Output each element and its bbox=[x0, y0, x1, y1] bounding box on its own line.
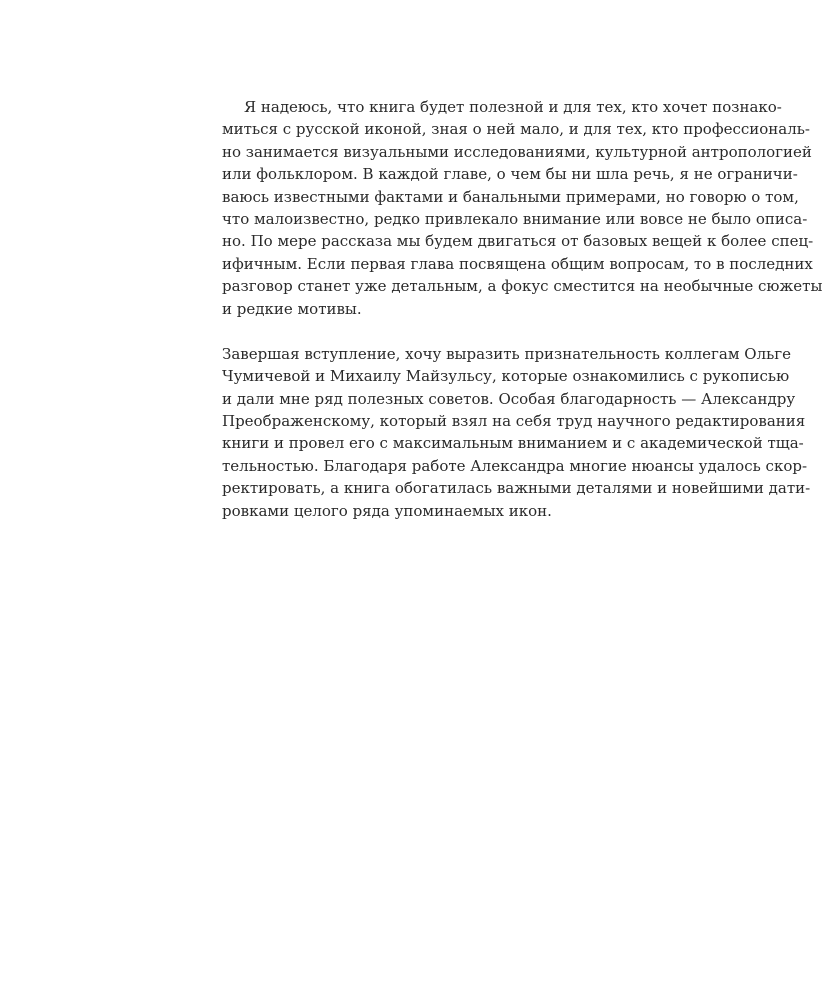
text-line: и редкие мотивы. bbox=[222, 299, 362, 318]
text-line: что малоизвестно, редко привлекало внимание или вовсе не было описа- bbox=[222, 209, 808, 228]
body-text bbox=[222, 96, 822, 522]
text-line: и дали мне ряд полезных советов. Особая благодарность — Александру bbox=[222, 389, 796, 408]
text-line: ифичным. Если первая глава посвящена общим вопросам, то в последних bbox=[222, 254, 813, 273]
text-line: ректировать, а книга обогатилась важными деталями и новейшими дати- bbox=[222, 479, 811, 498]
text-line: Преображенскому, который взял на себя труд научного редактирования bbox=[222, 412, 806, 431]
text-line: но занимается визуальными исследованиями, культурной антропологией bbox=[222, 142, 812, 161]
text-line: Завершая вступление, хочу выразить признательность коллегам Ольге bbox=[222, 344, 792, 363]
text-line: ровками целого ряда упоминаемых икон. bbox=[222, 501, 552, 520]
paragraph-acknowledgements bbox=[222, 343, 811, 522]
text-line: разговор станет уже детальным, а фокус сместится на необычные сюжеты bbox=[222, 277, 822, 296]
text-line: миться с русской иконой, зная о ней мало, и для тех, кто профессиональ- bbox=[222, 120, 810, 139]
text-line: но. По мере рассказа мы будем двигаться от базовых вещей к более спец- bbox=[222, 232, 814, 251]
text-line: Я надеюсь, что книга будет полезной и для тех, кто хочет познако- bbox=[244, 98, 782, 116]
text-line: ваюсь известными фактами и банальными примерами, но говорю о том, bbox=[222, 187, 799, 206]
text-line: или фольклором. В каждой главе, о чем бы ни шла речь, я не ограничи- bbox=[222, 165, 798, 184]
text-line: книги и провел его с максимальным вниманием и с академической тща- bbox=[222, 434, 804, 453]
text-line: Чумичевой и Михаилу Майзульсу, которые ознакомились с рукописью bbox=[222, 367, 790, 386]
text-line: тельностью. Благодаря работе Александра многие нюансы удалось скор- bbox=[222, 456, 808, 475]
paragraph-intro bbox=[222, 96, 822, 320]
